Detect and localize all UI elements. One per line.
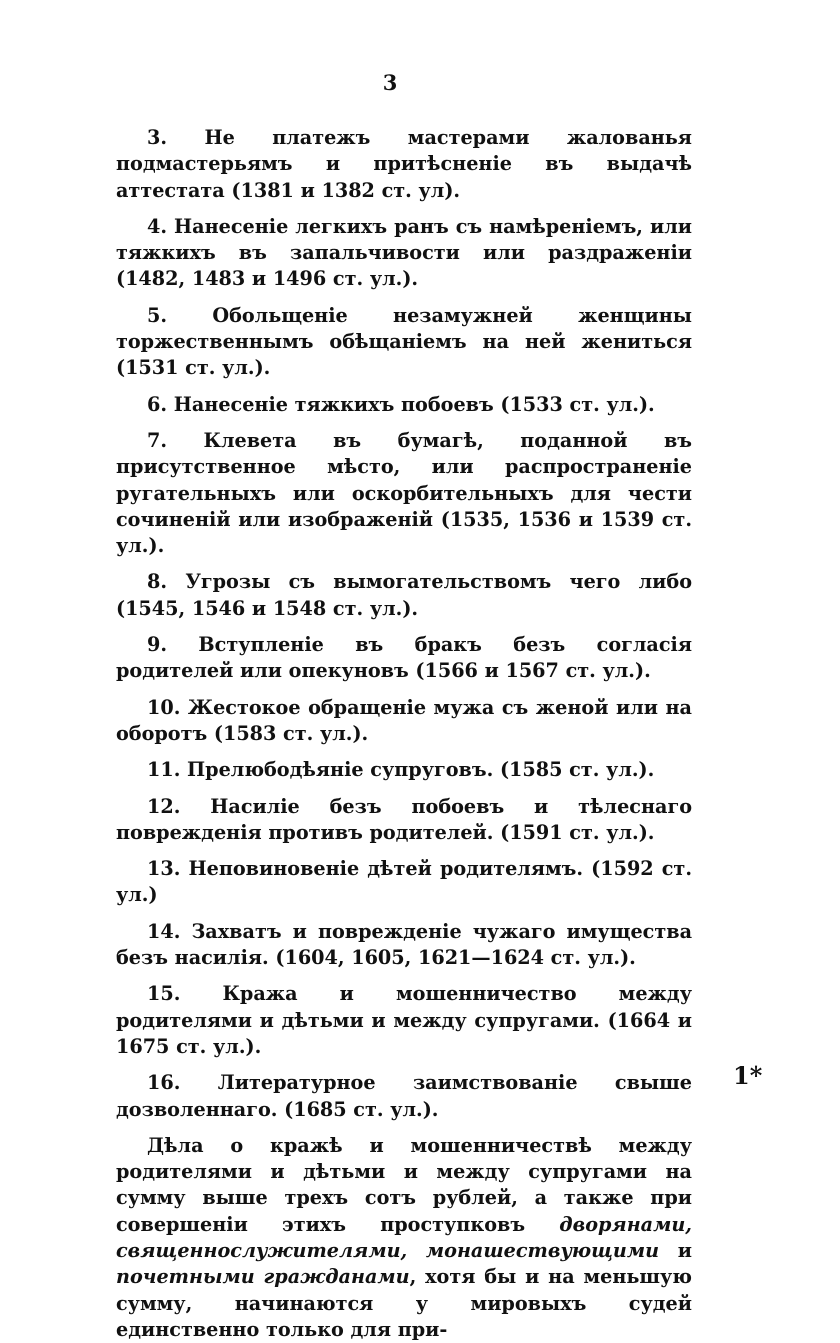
list-item: 8. Угрозы съ вымогательствомъ чего либо (1545, 1546 и 1548 ст. ул.).: [116, 570, 692, 620]
closing-emphasis-1: дворянами, священнослужителями, монашествующими: [116, 1212, 692, 1262]
list-item: 11. Прелюбодѣяніе супруговъ. (1585 ст. ул.).: [147, 758, 655, 782]
list-item: 5. Обольщеніе незамужней женщины торжественнымъ обѣщаніемъ на ней жениться (1531 ст. ул.).: [116, 303, 692, 380]
page-content: [116, 125, 692, 1343]
list-item: 14. Захватъ и поврежденіе чужаго имущества безъ насилія. (1604, 1605, 1621—1624 ст. ул.).: [116, 919, 692, 970]
list-item: 10. Жестокое обращеніе мужа съ женой или на оборотъ (1583 ст. ул.).: [116, 695, 692, 745]
page-number: 3: [382, 70, 398, 95]
list-item: 13. Неповиновеніе дѣтей родителямъ. (1592 ст. ул.): [116, 857, 692, 907]
closing-text-part-1: Дѣла о кражѣ и мошенничествѣ между родителями и дѣтьми и между супругами на сумму выше трехъ сотъ рублей, а также при совершеніи этихъ проступковъ: [116, 1133, 692, 1236]
list-item: 7. Клевета въ бумагѣ, поданной въ присутственное мѣсто, или распространеніе ругательныхъ или оскорбительныхъ для чести сочиненій или изображеній (1535, 1536 и 1539 ст. ул.).: [116, 428, 692, 558]
list-item: 15. Кража и мошенничество между родителями и дѣтьми и между супругами. (1664 и 1675 ст. ул.).: [116, 982, 692, 1058]
list-item: 9. Вступленіе въ бракъ безъ согласія родителей или опекуновъ (1566 и 1567 ст. ул.).: [116, 633, 692, 683]
closing-text-part-3: , хотя бы и на меньшую сумму, начинаются у мировыхъ судей единственно только для при-: [116, 1265, 692, 1341]
closing-paragraph: [116, 1133, 692, 1343]
list-item: 3. Не платежъ мастерами жалованья подмастерьямъ и притѣсненіе въ выдачѣ аттестата (1381 и 1382 ст. ул).: [116, 126, 692, 202]
list-item: 12. Насиліе безъ побоевъ и тѣлеснаго поврежденія противъ родителей. (1591 ст. ул.).: [116, 794, 692, 844]
closing-emphasis-2: почетными гражданами: [116, 1265, 410, 1289]
list-item: 6. Нанесеніе тяжкихъ побоевъ (1533 ст. ул.).: [147, 392, 655, 416]
closing-text-part-2: и: [659, 1238, 692, 1262]
list-item: 4. Нанесеніе легкихъ ранъ съ намѣреніемъ, или тяжкихъ въ запальчивости или раздраженіи (1482, 1483 и 1496 ст. ул.).: [116, 214, 692, 291]
signature-mark: 1*: [733, 1061, 763, 1090]
list-item: 16. Литературное заимствованіе свыше дозволеннаго. (1685 ст. ул.).: [116, 1071, 692, 1121]
